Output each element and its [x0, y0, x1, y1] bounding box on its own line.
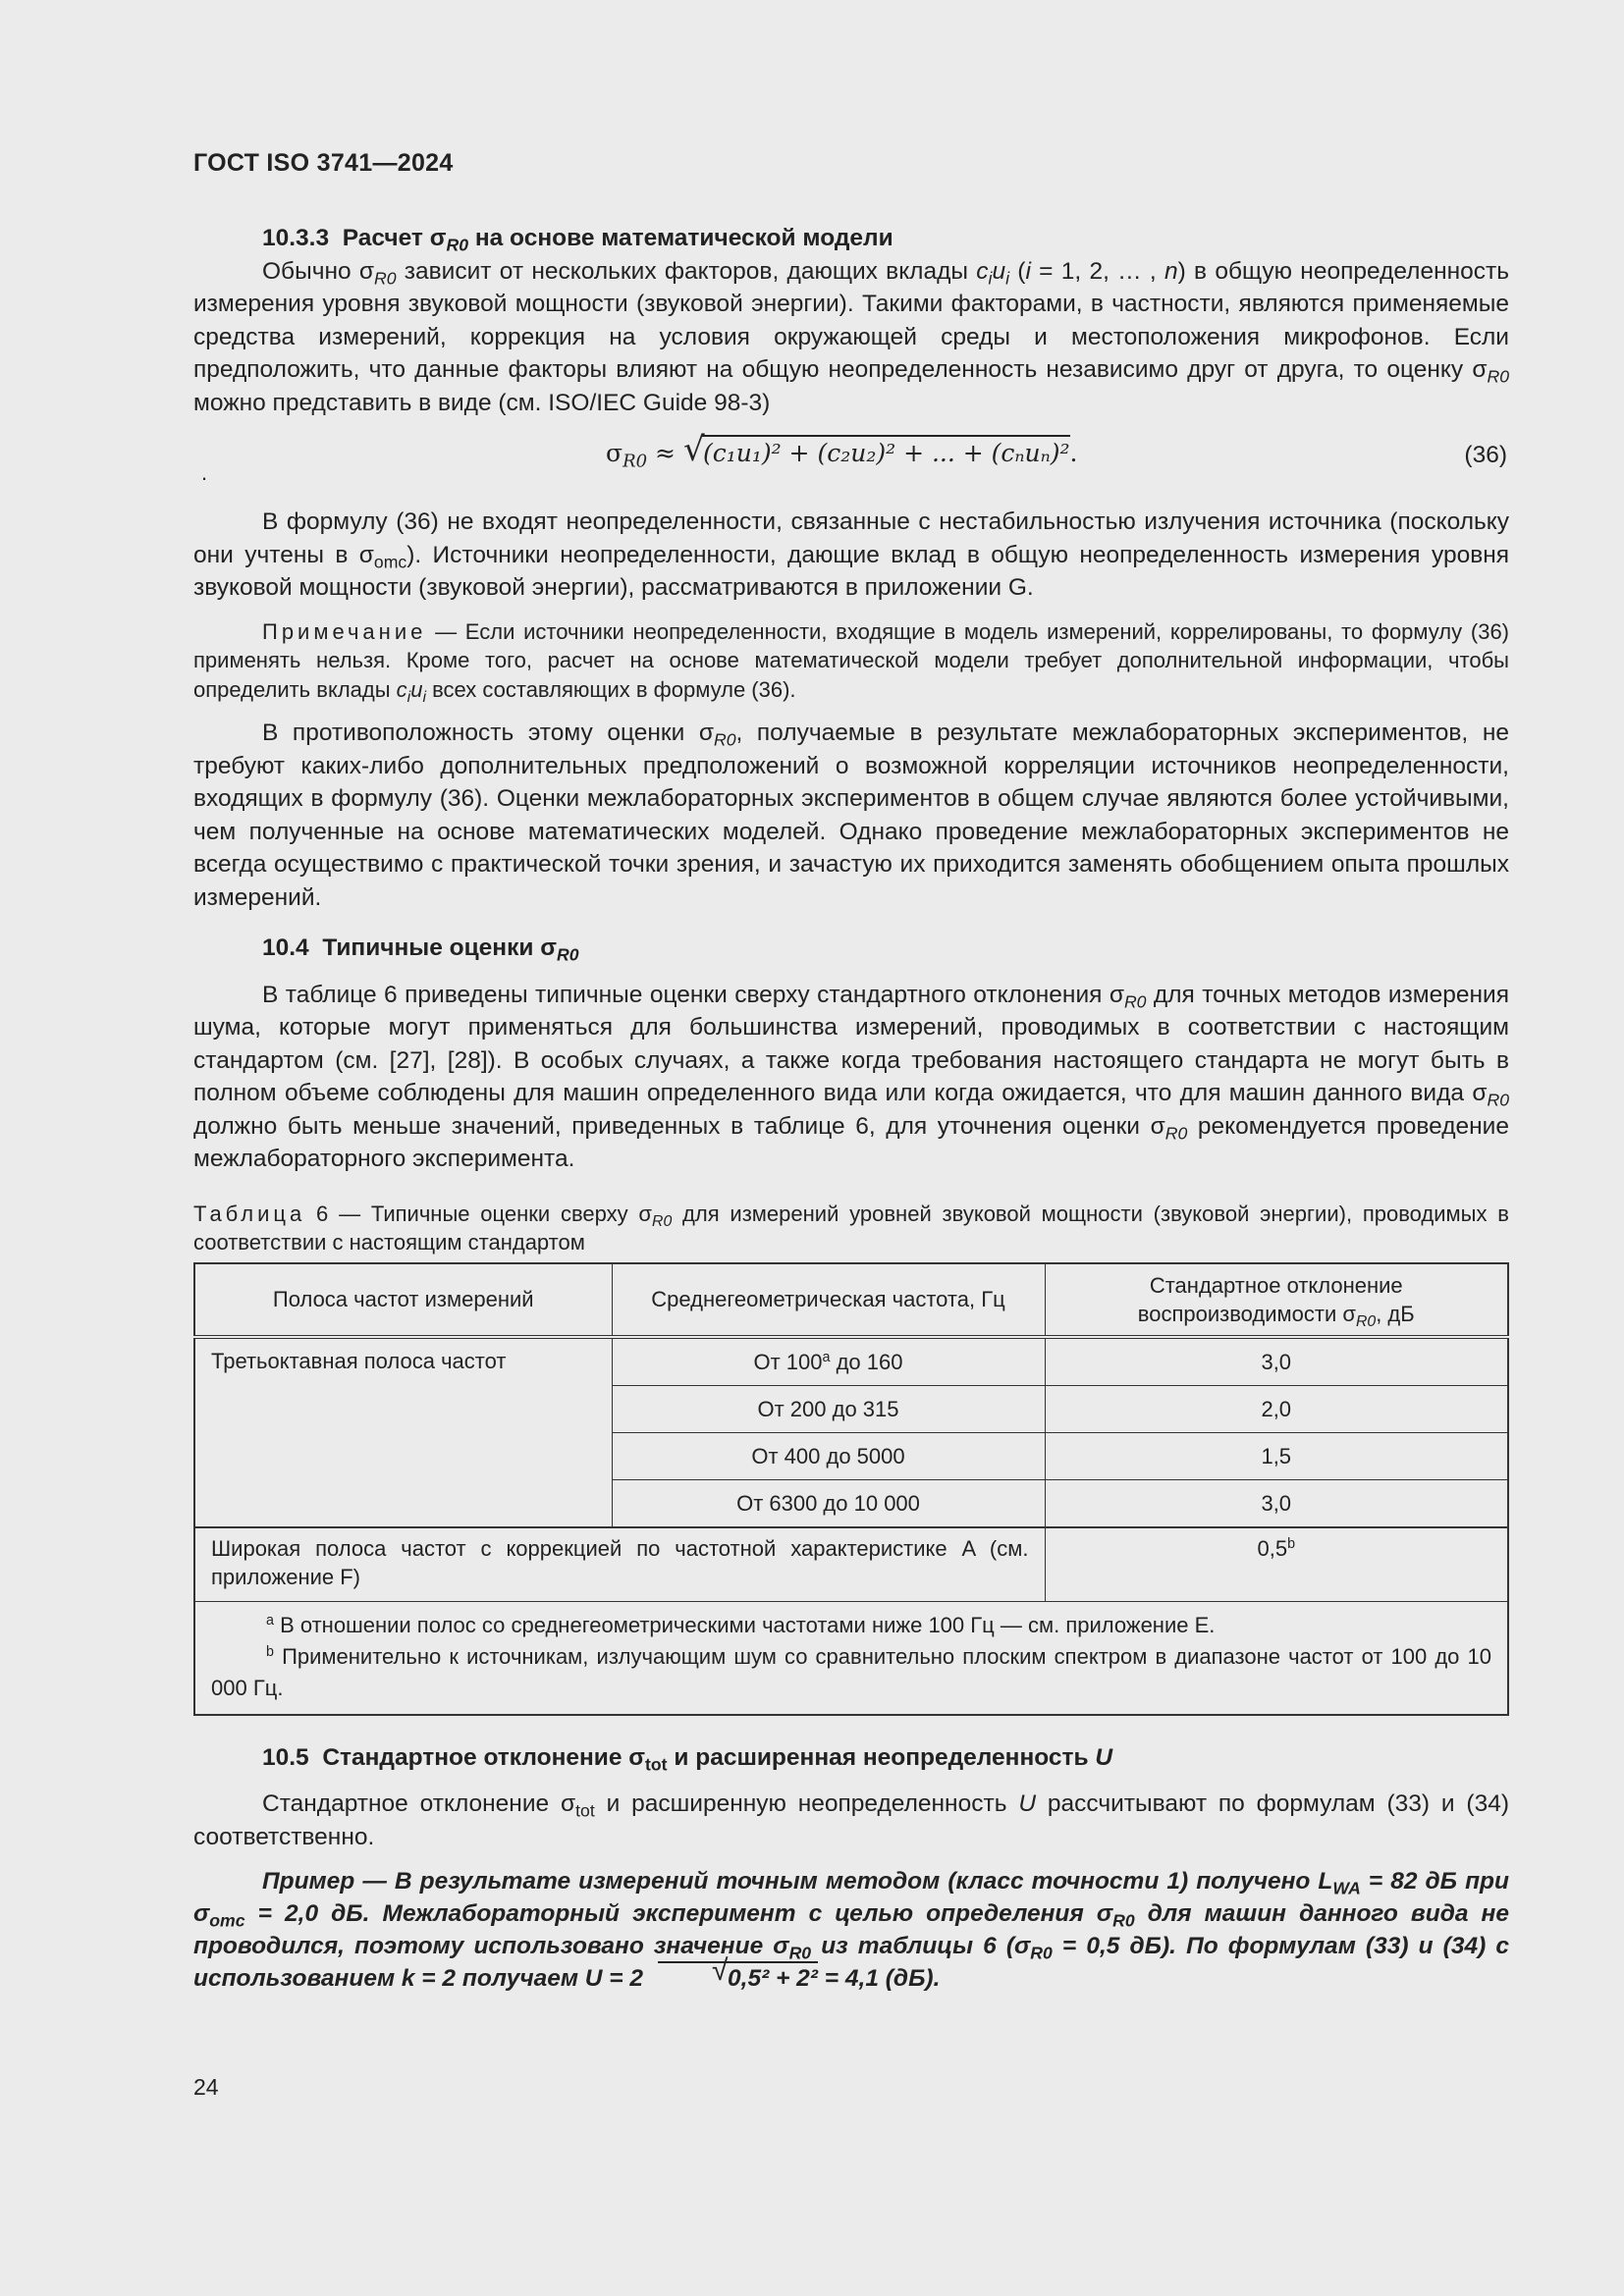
paragraph — [193, 717, 1509, 914]
subscript: R0 — [1487, 366, 1509, 387]
table-row — [194, 1527, 1508, 1602]
text: для измерений уровней звуковой мощности (звуковой энергии), проводимых в соответствии с настоящим стандартом — [193, 1201, 1509, 1255]
table-footnotes — [194, 1601, 1508, 1715]
subscript: i — [422, 688, 426, 706]
italic-var: u — [992, 257, 1006, 285]
value-cell: 3,0 — [1045, 1479, 1508, 1527]
heading-subscript: tot — [645, 1753, 668, 1774]
value-cell: 1,5 — [1045, 1432, 1508, 1479]
paragraph — [193, 1788, 1509, 1853]
text: можно представить в виде (см. ISO/IEC Guide 98-3) — [193, 389, 771, 416]
text: рассчитывают по формулам (33) и (34) соответственно. — [193, 1790, 1510, 1850]
text: из таблицы 6 (σ — [811, 1933, 1031, 1959]
formula-approx: ≈ — [647, 439, 683, 467]
subscript: R0 — [1030, 1943, 1053, 1963]
formula-dot: . — [201, 460, 208, 485]
table-caption — [193, 1200, 1509, 1256]
subscript: R0 — [1123, 990, 1147, 1011]
text: ( — [1009, 257, 1026, 285]
column-header-std-deviation — [1045, 1263, 1508, 1337]
formula-lhs: σ — [606, 439, 623, 467]
footnote-mark: a — [822, 1349, 831, 1365]
value-cell — [1045, 1527, 1508, 1602]
formula-end: . — [1069, 439, 1078, 467]
footnote-mark: b — [266, 1643, 274, 1660]
formula-lhs-subscript: R0 — [623, 451, 648, 472]
frequency-cell: От 6300 до 10 000 — [612, 1479, 1045, 1527]
italic-var: U — [1018, 1790, 1037, 1817]
section-10-4-heading — [193, 932, 1509, 965]
radical-bar — [658, 1961, 818, 1963]
document-header: ГОСТ ISO 3741—2024 — [193, 149, 454, 177]
column-header-frequency: Среднегеометрическая частота, Гц — [612, 1263, 1045, 1337]
heading-text: Расчет σ — [342, 225, 447, 251]
paragraph — [193, 255, 1509, 420]
radical-sign-icon: √ — [712, 1954, 729, 1987]
frequency-cell: От 400 до 5000 — [612, 1432, 1045, 1479]
radical-sign-icon: √ — [682, 430, 705, 469]
square-root — [682, 430, 1070, 470]
text: = 1, 2, … , — [1030, 257, 1164, 285]
text: всех составляющих в формуле (36). — [425, 676, 796, 702]
radicand: 0,5² + 2² — [728, 1965, 818, 1992]
text: рекомендуется проведение межлабораторного эксперимента. — [193, 1112, 1509, 1172]
text: В противоположность этому оценки σ — [262, 720, 714, 746]
frequency-cell — [612, 1337, 1045, 1386]
text: В таблице 6 приведены типичные оценки сверху стандартного отклонения σ — [262, 981, 1124, 1008]
text: и расширенную неопределенность — [594, 1790, 1019, 1817]
subscript: R0 — [1355, 1312, 1377, 1330]
text: = 2,0 дБ. Межлабораторный эксперимент с целью определения σ — [244, 1900, 1113, 1927]
section-10-3-3-heading — [193, 222, 1509, 255]
heading-subscript: R0 — [556, 944, 579, 965]
frequency-cell: От 200 до 315 — [612, 1385, 1045, 1432]
italic-var: c — [976, 257, 989, 285]
subscript: R0 — [1487, 1090, 1509, 1110]
caption-label: Таблица — [193, 1201, 306, 1226]
text: должно быть меньше значений, приведенных в таблице 6, для уточнения оценки σ — [193, 1112, 1165, 1140]
section-10-5-heading — [193, 1741, 1509, 1775]
page-content — [193, 222, 1509, 1995]
equation-number: (36) — [1464, 442, 1507, 468]
table-6 — [193, 1262, 1509, 1716]
subscript: omc — [373, 551, 407, 571]
section-number: 10.4 — [262, 934, 309, 961]
subscript: R0 — [1112, 1910, 1135, 1931]
formula-radicand: (c₁u₁)² + (c₂u₂)² + ... + (cₙuₙ)² — [702, 439, 1070, 467]
value-cell: 2,0 — [1045, 1385, 1508, 1432]
subscript: WA — [1332, 1878, 1361, 1898]
table-row — [194, 1337, 1508, 1386]
note — [193, 617, 1509, 705]
square-root — [643, 1954, 818, 1995]
text: Стандартное отклонение σ — [262, 1790, 576, 1817]
text: = 4,1 (дБ). — [817, 1965, 941, 1992]
note-label: Примечание — [262, 618, 427, 644]
text: — Типичные оценки сверху σ — [328, 1201, 653, 1226]
band-broadband-a: Широкая полоса частот с коррекцией по частотной характеристике A (см. приложение F) — [194, 1527, 1045, 1602]
footnote-mark: a — [266, 1612, 274, 1629]
text: для точных методов измерения шума, которые могут применяться для большинства измерений, проводимых в соответствии с настоящим стандартом (см. [27], [28]). В особых случаях, а также когда требования настоящего стандарта не могут быть в полном объеме соблюдены для машин определенного вида или когда ожидается, что для машин данного вида σ — [193, 981, 1509, 1106]
text: Стандартное отклонение воспроизводимости σ — [1137, 1272, 1403, 1326]
heading-subscript: R0 — [446, 235, 469, 255]
caption-number: 6 — [305, 1201, 329, 1226]
text: = 82 дБ при σ — [193, 1868, 1509, 1927]
text: В формулу (36) не входят неопределенности, связанные с нестабильностью излучения источника (поскольку они учтены в σ — [193, 508, 1509, 568]
subscript: R0 — [713, 729, 736, 750]
text: — Если источники неопределенности, входящие в модель измерений, коррелированы, то формулу (36) применять нельзя. Кроме того, расчет на основе математической модели требует дополнительной информации, чтобы определить вклады — [193, 618, 1509, 702]
text: 0,5 — [1257, 1535, 1288, 1561]
subscript: tot — [575, 1800, 595, 1821]
text: ). Источники неопределенности, дающие вклад в общую неопределенность измерения уровня звуковой мощности (звуковой энергии), рассматриваются в приложении G. — [193, 541, 1510, 601]
heading-text: и расширенная неопределенность — [667, 1743, 1096, 1771]
text: От 100 — [753, 1349, 823, 1374]
footnote-a — [211, 1610, 1491, 1641]
text: Пример — В результате измерений точным методом (класс точности 1) получено L — [262, 1868, 1333, 1895]
page-number: 24 — [193, 2074, 219, 2100]
footnotes-cell — [194, 1601, 1508, 1715]
italic-var: c — [396, 676, 407, 702]
heading-text: Стандартное отклонение σ — [322, 1743, 646, 1771]
heading-text: на основе математической модели — [468, 225, 893, 251]
subscript: omc — [209, 1910, 245, 1931]
subscript: i — [406, 688, 411, 706]
formula-36 — [193, 419, 1509, 506]
italic-var: u — [410, 676, 423, 702]
paragraph — [193, 979, 1509, 1176]
subscript: i — [1005, 267, 1010, 288]
radical-bar — [701, 435, 1070, 437]
text: , получаемые в результате межлабораторных экспериментов, не требуют каких-либо дополнительных предположений о возможной корреляции источников неопределенности, входящих в формулу (36). Оценки межлабораторных экспериментов в общем случае являются более устойчивыми, чем полученные на основе математических моделей. Однако проведение межлабораторных экспериментов не всегда осуществимо с практической точки зрения, и зачастую их приходится заменять обобщением опыта прошлых измерений. — [193, 720, 1509, 911]
text: Применительно к источникам, излучающим шум со сравнительно плоским спектром в диапазоне частот от 100 до 10 000 Гц. — [211, 1643, 1491, 1700]
formula-expression — [606, 430, 1078, 472]
footnote-mark: b — [1287, 1535, 1296, 1552]
section-number: 10.5 — [262, 1743, 309, 1771]
text: Обычно σ — [262, 257, 375, 285]
text: ) в общую неопределенность измерения уровня звуковой мощности (звуковой энергии). Такими факторами, в частности, являются применяемые средства измерений, коррекция на условия окружающей среды и местоположения микрофонов. Если предположить, что данные факторы влияют на общую неопределенность независимо друг от друга, то оценку σ — [193, 257, 1510, 383]
heading-text: Типичные оценки σ — [322, 934, 557, 961]
text: до 160 — [830, 1349, 903, 1374]
italic-var: U — [1095, 1743, 1113, 1771]
subscript: R0 — [788, 1943, 812, 1963]
italic-var: n — [1164, 257, 1178, 285]
band-third-octave: Третьоктавная полоса частот — [194, 1337, 612, 1527]
footnote-b — [211, 1641, 1491, 1704]
column-header-band: Полоса частот измерений — [194, 1263, 612, 1337]
italic-var: i — [1025, 257, 1031, 285]
subscript: R0 — [374, 267, 397, 288]
value-cell: 3,0 — [1045, 1337, 1508, 1386]
text: для машин данного вида не проводился, поэтому использовано значение σ — [193, 1900, 1509, 1959]
subscript: R0 — [652, 1212, 673, 1230]
subscript: i — [988, 267, 993, 288]
section-number: 10.3.3 — [262, 225, 330, 251]
subscript: R0 — [1164, 1122, 1188, 1143]
text: , дБ — [1376, 1301, 1415, 1326]
text: В отношении полос со среднегеометрическими частотами ниже 100 Гц — см. приложение E. — [273, 1612, 1216, 1637]
example — [193, 1865, 1509, 1995]
text: = 0,5 дБ). По формулам (33) и (34) с использованием k = 2 получаем U = 2 — [193, 1933, 1509, 1992]
text: зависит от нескольких факторов, дающих вклады — [396, 257, 977, 285]
paragraph — [193, 506, 1509, 605]
